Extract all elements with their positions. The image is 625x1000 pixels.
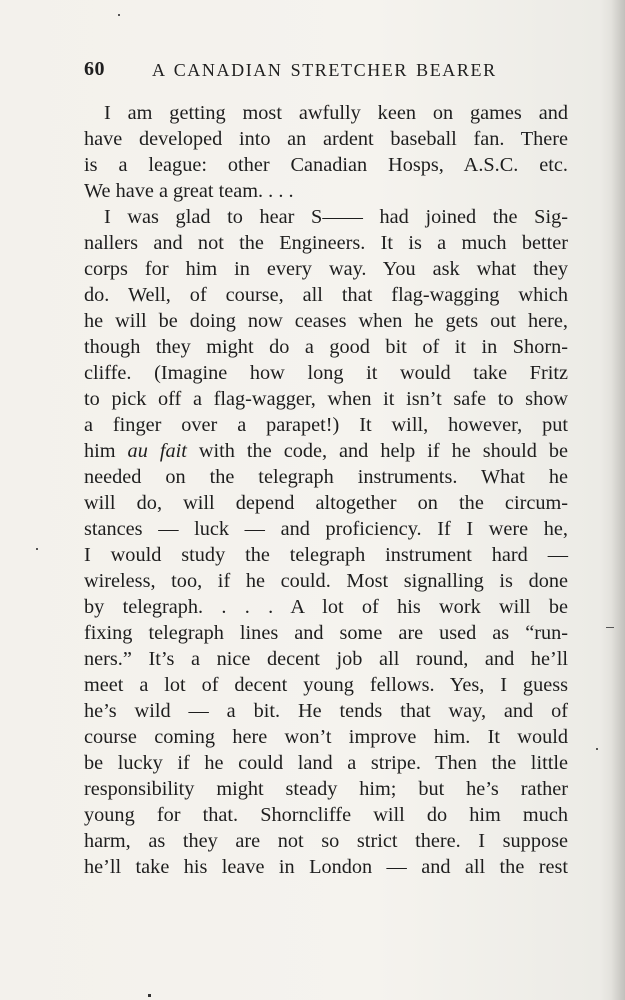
text-line: ners.” It’s a nice decent job all round, and he’ll: [84, 648, 568, 670]
text-line: I was glad to hear S—— had joined the Sig-: [104, 206, 568, 228]
text-line: to pick off a flag-wagger, when it isn’t safe to show: [84, 388, 568, 410]
text-line: he’s wild — a bit. He tends that way, and of: [84, 700, 568, 722]
text-line: meet a lot of decent young fellows. Yes, I guess: [84, 674, 568, 696]
scan-speck: [36, 548, 38, 550]
text-line-with-italic: [84, 438, 568, 464]
text-line: nallers and not the Engineers. It is a much better: [84, 232, 568, 254]
text-span: him: [84, 440, 128, 462]
text-line: stances — luck — and proficiency. If I were he,: [84, 518, 568, 540]
scan-speck: [596, 748, 598, 750]
text-line: cliffe. (Imagine how long it would take Fritz: [84, 362, 568, 384]
text-line: will do, will depend altogether on the circum-: [84, 492, 568, 514]
text-line: I am getting most awfully keen on games and: [104, 102, 568, 124]
text-line: I would study the telegraph instrument hard —: [84, 544, 568, 566]
italic-phrase: au fait: [127, 440, 187, 462]
text-line: young for that. Shorncliffe will do him much: [84, 804, 568, 826]
text-line: responsibility might steady him; but he’s rather: [84, 778, 568, 800]
running-head: A CANADIAN STRETCHER BEARER: [152, 60, 497, 80]
body-text: [84, 100, 568, 880]
text-line: he will be doing now ceases when he gets out here,: [84, 310, 568, 332]
scan-speck: [606, 627, 614, 628]
text-span: with the code, and help if he should be: [186, 440, 568, 462]
text-line: a finger over a parapet!) It will, however, put: [84, 414, 568, 436]
text-line: be lucky if he could land a stripe. Then the little: [84, 752, 568, 774]
text-line: wireless, too, if he could. Most signalling is done: [84, 570, 568, 592]
text-line: is a league: other Canadian Hosps, A.S.C. etc.: [84, 154, 568, 176]
page-header: [84, 58, 544, 86]
text-line: harm, as they are not so strict there. I suppose: [84, 830, 568, 852]
text-line: have developed into an ardent baseball fan. There: [84, 128, 568, 150]
text-line: by telegraph. . . . A lot of his work will be: [84, 596, 568, 618]
scan-speck: [118, 14, 120, 16]
page-edge-shadow: [611, 0, 625, 1000]
page-number: 60: [84, 58, 105, 80]
text-line: though they might do a good bit of it in Shorn-: [84, 336, 568, 358]
text-line: fixing telegraph lines and some are used as “run-: [84, 622, 568, 644]
scan-speck: [148, 994, 151, 997]
text-line: do. Well, of course, all that flag-wagging which: [84, 284, 568, 306]
text-line: he’ll take his leave in London — and all the rest: [84, 856, 568, 878]
text-line: We have a great team. . . .: [84, 180, 294, 202]
text-line: needed on the telegraph instruments. What he: [84, 466, 568, 488]
text-line: course coming here won’t improve him. It would: [84, 726, 568, 748]
text-line: corps for him in every way. You ask what they: [84, 258, 568, 280]
